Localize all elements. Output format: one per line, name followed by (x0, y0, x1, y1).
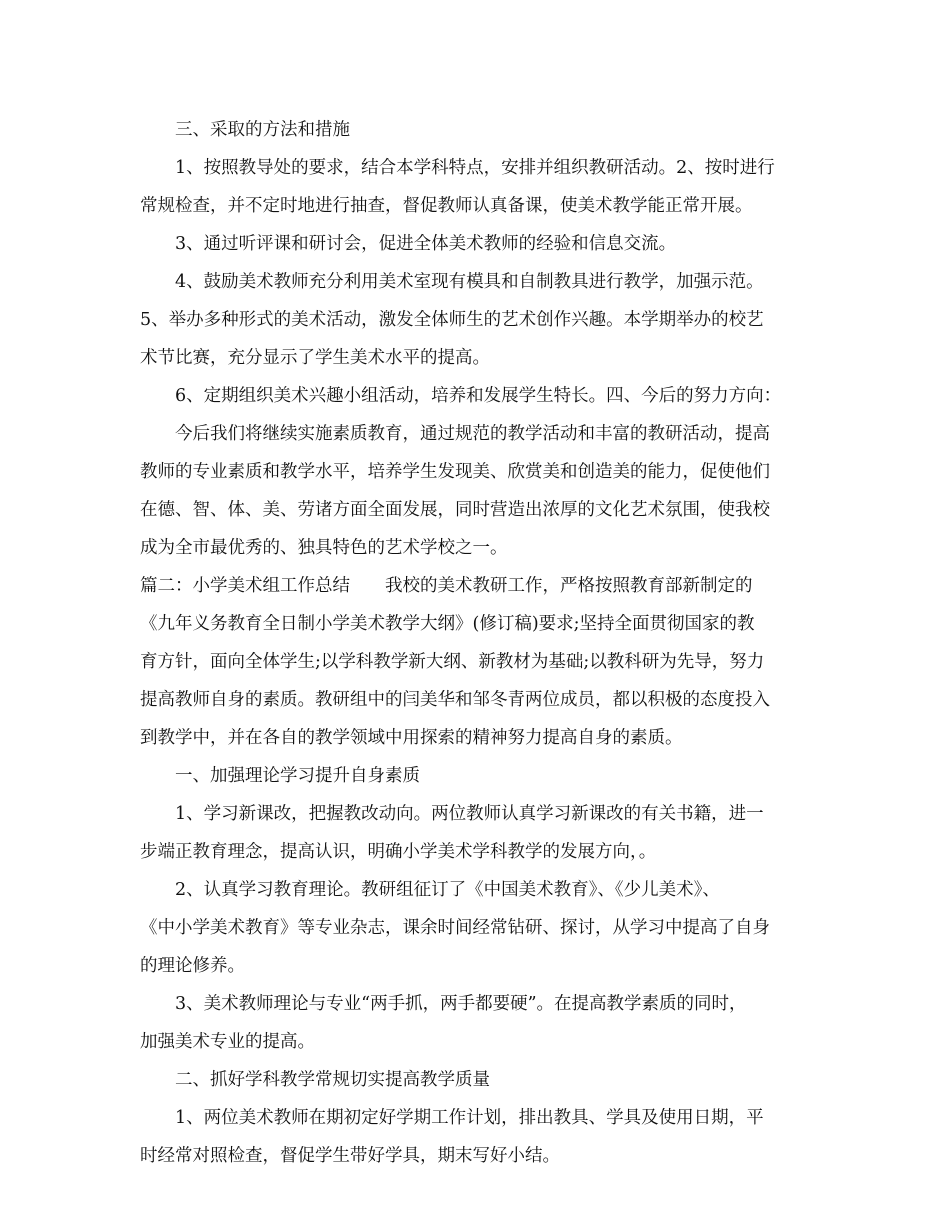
paragraph-line: 6、定期组织美术兴趣小组活动，培养和发展学生特长。四、今后的努力方向： (175, 386, 782, 406)
paragraph-line: 育方针，面向全体学生;以学科教学新大纲、新教材为基础;以教科研为先导，努力 (140, 652, 765, 672)
paragraph-line: 的理论修养。 (140, 956, 245, 976)
paragraph-line: 1、两位美术教师在期初定好学期工作计划，排出教具、学具及使用日期，平 (175, 1108, 764, 1128)
paragraph-line: 术节比赛，充分显示了学生美术水平的提高。 (140, 348, 490, 368)
section-heading: 一、加强理论学习提升自身素质 (175, 766, 420, 786)
paragraph-line: 成为全市最优秀的、独具特色的艺术学校之一。 (140, 538, 508, 558)
paragraph-line: 到教学中，并在各自的教学领域中用探索的精神努力提高自身的素质。 (140, 728, 683, 748)
paragraph-line: 1、按照教导处的要求，结合本学科特点，安排并组织教研活动。2、按时进行 (175, 158, 775, 178)
paragraph-line: 加强美术专业的提高。 (140, 1032, 315, 1052)
paragraph-line: 4、鼓励美术教师充分利用美术室现有模具和自制教具进行教学，加强示范。 (175, 272, 764, 292)
paragraph-line: 《中小学美术教育》等专业杂志，课余时间经常钻研、探讨，从学习中提高了自身 (140, 918, 770, 938)
paragraph-line: 教师的专业素质和教学水平，培养学生发现美、欣赏美和创造美的能力，促使他们 (140, 462, 770, 482)
paragraph-line: 3、美术教师理论与专业“两手抓，两手都要硬”。在提高教学素质的同时， (175, 994, 747, 1014)
paragraph-line: 《九年义务教育全日制小学美术教学大纲》(修订稿)要求;坚持全面贯彻国家的教 (140, 614, 755, 634)
paragraph-line: 2、认真学习教育理论。教研组征订了《中国美术教育》、《少儿美术》、 (175, 880, 720, 900)
section-heading: 三、采取的方法和措施 (175, 120, 350, 140)
paragraph-line: 在德、智、体、美、劳诸方面全面发展，同时营造出浓厚的文化艺术氛围，使我校 (140, 500, 770, 520)
section-heading: 二、抓好学科教学常规切实提高教学质量 (175, 1070, 490, 1090)
paragraph-line: 提高教师自身的素质。教研组中的闫美华和邹冬青两位成员，都以积极的态度投入 (140, 690, 770, 710)
paragraph-line: 常规检查，并不定时地进行抽查，督促教师认真备课，使美术教学能正常开展。 (140, 196, 753, 216)
paragraph-line: 步端正教育理念，提高认识，明确小学美术学科教学的发展方向，。 (140, 842, 657, 862)
paragraph-line: 今后我们将继续实施素质教育，通过规范的教学活动和丰富的教研活动，提高 (175, 424, 770, 444)
paragraph-line: 时经常对照检查，督促学生带好学具，期末写好小结。 (140, 1146, 560, 1166)
paragraph-line: 1、学习新课改，把握教改动向。两位教师认真学习新课改的有关书籍，进一 (175, 804, 764, 824)
paragraph-line: 篇二：小学美术组工作总结 我校的美术教研工作，严格按照教育部新制定的 (140, 576, 753, 596)
paragraph-line: 3、通过听评课和研讨会，促进全体美术教师的经验和信息交流。 (175, 234, 677, 254)
paragraph-line: 5、举办多种形式的美术活动，激发全体师生的艺术创作兴趣。本学期举办的校艺 (140, 310, 764, 330)
